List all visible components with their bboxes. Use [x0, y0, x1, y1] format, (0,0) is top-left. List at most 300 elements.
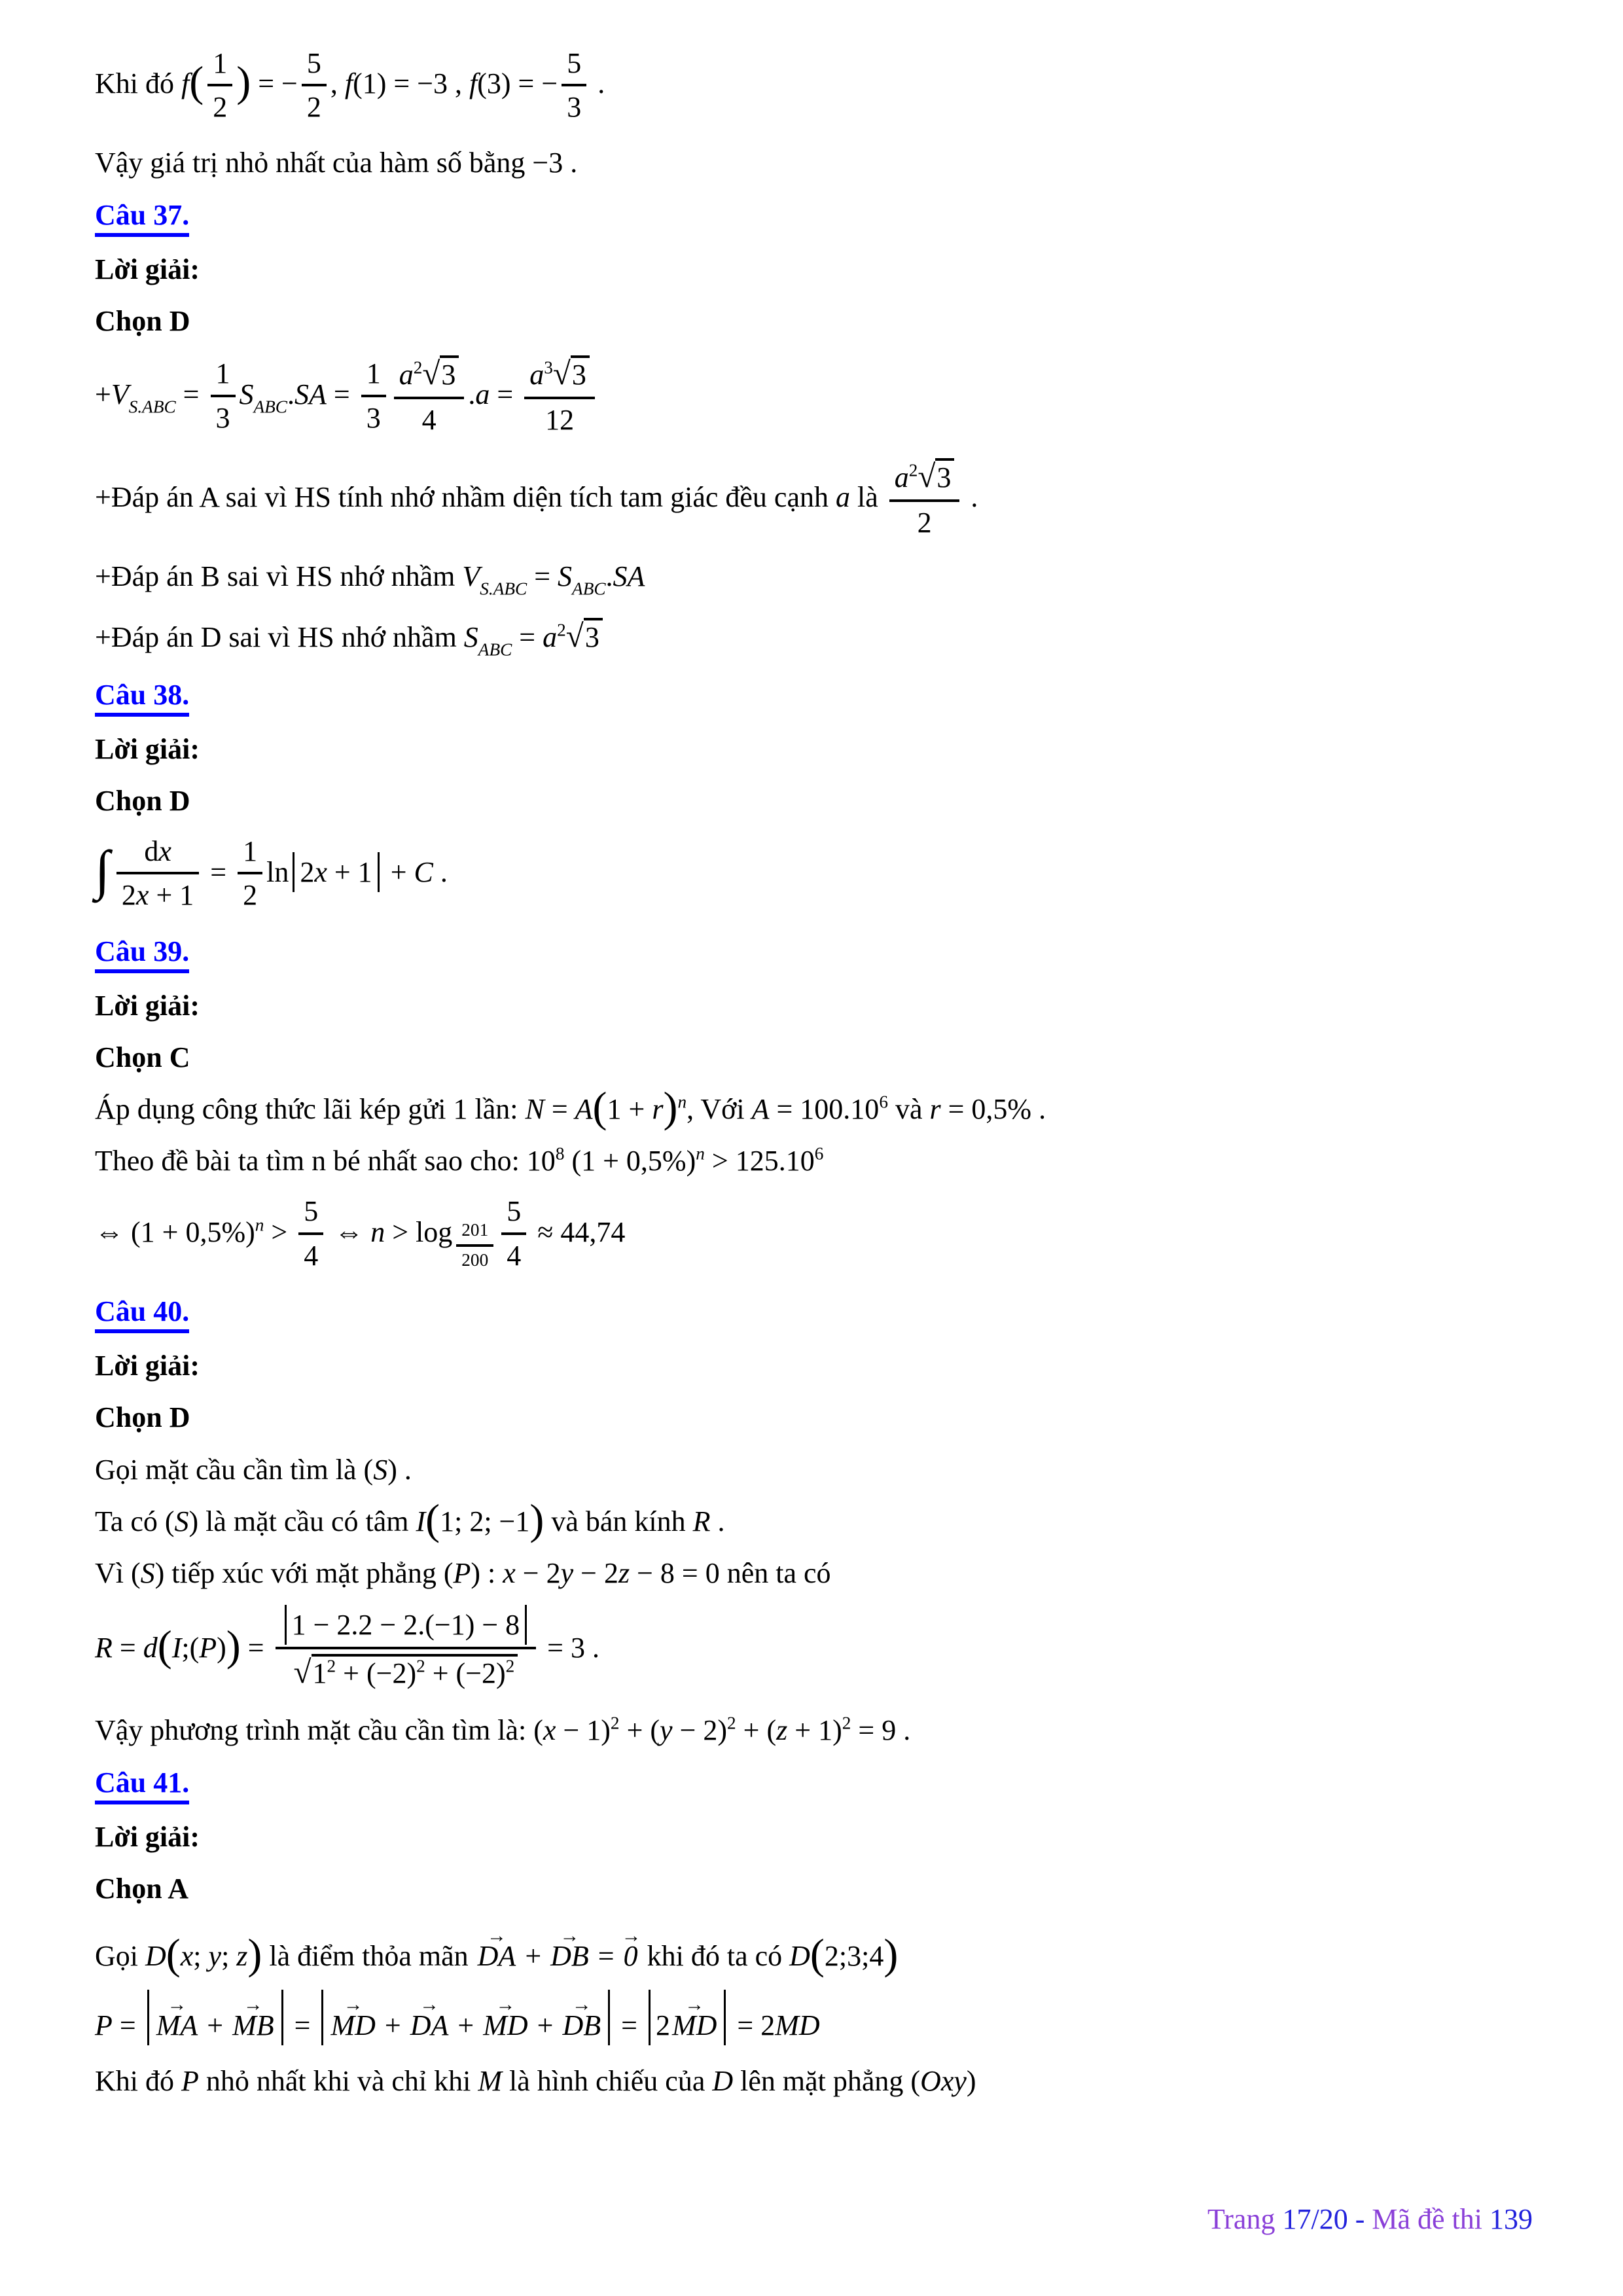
- compound-interest-line: [95, 1083, 1538, 1132]
- vector: MD →: [670, 2007, 719, 2044]
- chon-d-label-40: [95, 1399, 1538, 1436]
- find-n-line: [95, 1142, 1538, 1179]
- chon-c-label-39: [95, 1039, 1538, 1076]
- text-run: − 1): [556, 1714, 611, 1747]
- superscript: 2: [727, 1713, 736, 1734]
- square-root: √3: [422, 353, 459, 395]
- math-var: y: [560, 1556, 574, 1589]
- square-root: [293, 1651, 518, 1693]
- sphere-equation-line: [95, 1712, 1538, 1749]
- text-run: + (: [736, 1714, 777, 1747]
- text-run: + 1): [787, 1714, 842, 1747]
- text-run: Áp dụng công thức lãi kép gửi 1 lần:: [95, 1093, 526, 1126]
- text-run: − 8 = 0 nên ta có: [630, 1556, 831, 1589]
- point-d-line-text: [95, 1930, 899, 1979]
- text-run: + (−2): [336, 1657, 417, 1690]
- math-var: V: [462, 560, 480, 592]
- chon-d-label-37-text: [95, 305, 190, 337]
- chon-d-label-40-text: [95, 1401, 190, 1433]
- absolute-value: [147, 1990, 283, 2045]
- superscript: [696, 1144, 705, 1164]
- text-run: Câu 37.: [95, 198, 190, 231]
- big-paren: ): [663, 1083, 678, 1132]
- math-var: ABC: [478, 639, 512, 660]
- text-run: +: [200, 2009, 231, 2041]
- denominator: 3: [215, 401, 230, 434]
- text-run: Khi đó: [95, 2064, 181, 2097]
- math-var: A: [575, 1093, 593, 1126]
- fraction: [211, 355, 236, 436]
- math-var: A: [751, 1093, 770, 1126]
- text-run: (3) = −: [477, 67, 558, 100]
- subscript: [452, 1220, 497, 1270]
- denominator: 3: [366, 401, 381, 434]
- vector: MB →: [230, 2007, 276, 2044]
- fraction: [889, 456, 960, 541]
- text-run: > log: [385, 1215, 453, 1248]
- text-run: ): [966, 2064, 976, 2097]
- integral-sign-icon: ∫: [95, 840, 110, 901]
- numerator: 5: [298, 1193, 323, 1234]
- text-run: +: [95, 378, 111, 410]
- text-run: (1 + 0,5%): [564, 1145, 696, 1177]
- math-var: z: [776, 1714, 788, 1747]
- text-run: Câu 40.: [95, 1295, 190, 1328]
- fraction: [238, 833, 262, 914]
- math-var: r: [929, 1093, 941, 1126]
- text-run: = 2: [730, 2009, 776, 2041]
- question-41-heading[interactable]: [95, 1764, 1538, 1801]
- text-run: ;(: [181, 1631, 200, 1664]
- math-var: M: [478, 2064, 503, 2097]
- sphere-intro-line: [95, 1451, 1538, 1488]
- denominator: 2: [213, 91, 228, 123]
- radical-sign-icon: √: [918, 458, 936, 495]
- text-run: = 100.10: [769, 1093, 880, 1126]
- denominator: 12: [545, 404, 575, 436]
- text-run: = 3 .: [540, 1631, 599, 1664]
- radical-sign-icon: √: [293, 1654, 312, 1691]
- loi-giai-label-40-text: [95, 1350, 200, 1382]
- subscript: [254, 397, 288, 416]
- text-run: =: [203, 855, 234, 888]
- loi-giai-label-39: [95, 987, 1538, 1024]
- text-run: 2: [655, 2009, 670, 2041]
- dap-an-b-note-text: [95, 560, 645, 599]
- sphere-center-line-text: [95, 1496, 725, 1544]
- subscript: [478, 639, 512, 659]
- text-run: Chọn D: [95, 304, 190, 337]
- superscript: 2: [416, 1656, 425, 1676]
- superscript: 2: [842, 1713, 851, 1734]
- text-run: +: [377, 2009, 408, 2041]
- question-37-heading[interactable]: [95, 196, 1538, 234]
- text-run: Vậy phương trình mặt cầu cần tìm là: (: [95, 1714, 543, 1747]
- question-40-heading-text: [95, 1295, 189, 1333]
- radical-sign-icon: √: [552, 355, 571, 391]
- radical-sign-icon: √: [565, 617, 584, 654]
- text-run: + (: [619, 1714, 660, 1747]
- min-value-conclusion: [95, 144, 1538, 181]
- superscript: 2: [908, 460, 918, 480]
- text-run: Lời giải:: [95, 253, 200, 285]
- text-run: Chọn D: [95, 1401, 190, 1434]
- loi-giai-label-39-text: [95, 990, 200, 1022]
- loi-giai-label-41-text: [95, 1821, 200, 1853]
- denominator: 4: [507, 1239, 522, 1272]
- text-run: ) là mặt cầu có tâm: [188, 1505, 416, 1537]
- text-run: và: [887, 1093, 930, 1126]
- math-var: a: [543, 620, 558, 653]
- text-run: Câu 38.: [95, 678, 190, 711]
- math-var: D: [145, 1940, 166, 1973]
- text-run: = 0,5% .: [940, 1093, 1046, 1126]
- radius-formula-text: [95, 1608, 599, 1691]
- projection-line: [95, 2062, 1538, 2100]
- math-var: a: [475, 378, 490, 410]
- loi-giai-label-40: [95, 1347, 1538, 1384]
- absolute-value: [285, 1605, 527, 1645]
- math-var: f: [469, 67, 478, 100]
- math-var: S: [463, 620, 478, 653]
- text-run: ;: [221, 1940, 237, 1973]
- chon-c-label-39-text: [95, 1041, 190, 1073]
- math-var: x: [543, 1714, 556, 1747]
- fraction: [276, 1605, 537, 1693]
- text-run: +: [450, 2009, 482, 2041]
- math-var: ABC: [572, 579, 606, 599]
- text-run: ;: [193, 1940, 209, 1973]
- math-var: x: [135, 879, 149, 912]
- text-run: Ta có (: [95, 1505, 175, 1537]
- question-41-heading-text: [95, 1767, 189, 1804]
- text-run: Theo đề bài ta tìm n bé nhất sao cho: 10: [95, 1145, 556, 1177]
- fraction: [524, 353, 595, 439]
- math-var: x: [314, 855, 327, 888]
- vector: DB →: [548, 1937, 591, 1975]
- big-paren: (: [592, 1083, 607, 1132]
- superscript: 3: [544, 357, 553, 378]
- text-run: ,: [330, 67, 345, 100]
- numerator: 5: [501, 1193, 526, 1234]
- khi-do-values-line: [95, 46, 1538, 127]
- text-run: Câu 39.: [95, 935, 190, 967]
- big-paren: (: [810, 1930, 825, 1979]
- math-var: a: [529, 358, 544, 391]
- math-var: C: [414, 855, 433, 888]
- text-run: =: [175, 378, 207, 410]
- denominator: [276, 1649, 537, 1693]
- radius-formula: [95, 1606, 1538, 1695]
- text-run: .: [710, 1505, 725, 1537]
- text-run: =: [287, 2009, 318, 2041]
- text-run: +: [383, 855, 414, 888]
- math-var: S.ABC: [480, 579, 527, 599]
- superscript: 2: [557, 620, 566, 640]
- sphere-equation-line-text: [95, 1714, 910, 1746]
- projection-line-text: [95, 2065, 976, 2097]
- text-run: ) tiếp xúc với mặt phẳng (: [154, 1556, 454, 1589]
- denominator: 200: [461, 1249, 489, 1270]
- math-var: f: [181, 67, 190, 100]
- text-run: >: [264, 1215, 295, 1248]
- p-formula-text: [95, 2009, 820, 2041]
- math-var: MD: [775, 2009, 820, 2041]
- numerator: 201: [456, 1219, 493, 1246]
- numerator: [524, 353, 595, 399]
- numerator: [889, 456, 960, 502]
- text-run: .: [590, 67, 605, 100]
- dap-an-a-note: [95, 457, 1538, 543]
- text-run: ) :: [471, 1556, 503, 1589]
- math-var: a: [399, 358, 414, 391]
- math-var: d: [143, 1631, 158, 1664]
- text-run: Vì (: [95, 1556, 141, 1589]
- text-run: nhỏ nhất khi và chỉ khi: [198, 2064, 478, 2097]
- math-var: R: [692, 1505, 711, 1537]
- superscript: [677, 1092, 687, 1112]
- question-38-heading[interactable]: [95, 676, 1538, 713]
- big-paren: (: [166, 1930, 181, 1979]
- denominator: 4: [421, 404, 437, 436]
- text-run: Chọn A: [95, 1872, 189, 1905]
- vector: MA →: [154, 2007, 200, 2044]
- fraction: [116, 833, 199, 914]
- loi-giai-label-38: [95, 730, 1538, 768]
- sphere-center-line: [95, 1496, 1538, 1544]
- fraction: [298, 1193, 323, 1274]
- question-40-heading[interactable]: [95, 1293, 1538, 1330]
- big-paren: (: [425, 1496, 440, 1544]
- text-run: +Đáp án B sai vì HS nhớ nhầm: [95, 560, 463, 592]
- inequality-line: [95, 1194, 1538, 1276]
- denominator: 2: [306, 91, 321, 123]
- numerator: 5: [302, 45, 327, 86]
- solution-document: [95, 42, 1538, 2114]
- text-run: Khi đó: [95, 67, 181, 100]
- math-var: S: [140, 1556, 155, 1589]
- math-var: x: [158, 835, 171, 868]
- big-paren: ): [226, 1622, 241, 1670]
- dap-an-d-note: [95, 615, 1538, 662]
- math-var: R: [95, 1631, 113, 1664]
- text-run: .: [433, 855, 448, 888]
- sphere-intro-line-text: [95, 1454, 412, 1486]
- math-var: x: [180, 1940, 194, 1973]
- math-var: N: [525, 1093, 544, 1126]
- text-run: và bán kính: [544, 1505, 693, 1537]
- math-var: S: [174, 1505, 189, 1537]
- math-var: n: [370, 1215, 385, 1248]
- math-var: Oxy: [920, 2064, 967, 2097]
- math-var: P: [181, 2064, 199, 2097]
- text-run: 1; 2; −1: [440, 1505, 530, 1537]
- text-run: (1) = −3 ,: [353, 67, 470, 100]
- square-root: √3: [566, 615, 603, 657]
- big-paren: ): [529, 1496, 544, 1544]
- integral-formula-text: [95, 835, 448, 912]
- text-run: ⇔: [327, 1215, 371, 1248]
- superscript: 2: [610, 1713, 620, 1734]
- tangent-plane-line-text: [95, 1557, 831, 1589]
- fraction: [501, 1193, 526, 1274]
- text-run: , Với: [687, 1093, 752, 1126]
- denominator: 4: [304, 1239, 319, 1272]
- numerator: 1: [207, 45, 232, 86]
- absolute-value: [293, 852, 379, 892]
- math-var: P: [199, 1631, 217, 1664]
- math-var: S: [373, 1453, 388, 1486]
- compound-interest-line-text: [95, 1083, 1046, 1132]
- text-run: + (−2): [425, 1657, 506, 1690]
- vector: 0 →: [622, 1937, 640, 1975]
- text-run: .: [287, 378, 294, 410]
- loi-giai-label-38-text: [95, 733, 200, 765]
- text-run: là: [849, 481, 885, 514]
- superscript: 6: [879, 1092, 888, 1112]
- integral-formula: [95, 834, 1538, 915]
- text-run: .: [963, 481, 978, 514]
- text-run: 1 +: [607, 1093, 652, 1126]
- math-var: y: [660, 1714, 673, 1747]
- numerator: 5: [562, 45, 586, 86]
- denominator: [116, 874, 199, 914]
- text-run: =: [614, 2009, 645, 2041]
- text-run: =: [544, 1093, 575, 1126]
- text-run: =: [527, 560, 558, 592]
- page-footer: [1207, 2202, 1533, 2236]
- text-run: =: [112, 1631, 143, 1664]
- math-var: n: [696, 1144, 705, 1164]
- math-var: P: [95, 2009, 113, 2041]
- big-paren: (: [189, 58, 204, 106]
- math-var: S.ABC: [128, 397, 176, 417]
- fraction: [562, 45, 586, 126]
- text-run: .: [468, 378, 476, 410]
- math-var: SA: [294, 378, 327, 410]
- numerator: 1: [238, 833, 262, 874]
- vector: DB →: [560, 2007, 603, 2044]
- footer-part-1: 17/20 -: [1282, 2203, 1372, 2235]
- absolute-value: [321, 1990, 610, 2045]
- text-run: ): [217, 1631, 226, 1664]
- text-run: 2: [300, 855, 315, 888]
- chon-a-label-41-text: [95, 1873, 188, 1905]
- text-run: =: [490, 378, 521, 410]
- text-run: Chọn C: [95, 1041, 190, 1074]
- superscript: 2: [505, 1656, 515, 1676]
- text-run: ln: [266, 855, 289, 888]
- volume-formula-text: [95, 355, 599, 436]
- text-run: − 2): [672, 1714, 728, 1747]
- fraction: [394, 353, 465, 439]
- text-run: là điểm thỏa mãn: [262, 1940, 476, 1973]
- min-value-conclusion-text: [95, 147, 577, 179]
- fraction: [456, 1219, 493, 1272]
- superscript: 6: [814, 1144, 824, 1164]
- math-var: f: [344, 67, 353, 100]
- khi-do-values-line-text: [95, 46, 605, 123]
- math-var: x: [503, 1556, 516, 1589]
- radical-sign-icon: √: [422, 355, 440, 391]
- question-39-heading[interactable]: [95, 933, 1538, 970]
- text-run: =: [590, 1940, 622, 1973]
- text-run: là hình chiếu của: [502, 2064, 713, 2097]
- math-var: SA: [613, 560, 645, 592]
- math-var: P: [453, 1556, 471, 1589]
- text-run: d: [144, 835, 159, 868]
- text-run: Chọn D: [95, 785, 190, 817]
- superscript: 2: [327, 1656, 336, 1676]
- footer-part-3: 139: [1489, 2203, 1533, 2235]
- math-var: n: [255, 1215, 264, 1235]
- vector: DA →: [476, 1937, 518, 1975]
- denominator: 3: [567, 91, 582, 123]
- square-root: √3: [553, 353, 590, 395]
- square-root: √3: [918, 456, 954, 497]
- denominator: 2: [243, 879, 258, 912]
- text-run: Lời giải:: [95, 1350, 200, 1382]
- numerator: 1: [211, 355, 236, 397]
- math-var: r: [652, 1093, 664, 1126]
- vector: DA →: [408, 2007, 451, 2044]
- chon-a-label-41: [95, 1870, 1538, 1907]
- text-run: Lời giải:: [95, 1820, 200, 1853]
- text-run: = 9 .: [851, 1714, 911, 1747]
- vector: MD →: [329, 2007, 377, 2044]
- footer-part-2: Mã đề thi: [1372, 2203, 1489, 2235]
- subscript: [480, 579, 527, 598]
- text-run: +: [529, 2009, 561, 2041]
- text-run: =: [512, 620, 543, 653]
- fraction: [302, 45, 327, 126]
- footer-part-0: Trang: [1207, 2203, 1283, 2235]
- question-39-heading-text: [95, 935, 189, 973]
- superscript: 2: [413, 357, 423, 378]
- volume-formula: [95, 354, 1538, 440]
- denominator: 2: [917, 507, 932, 539]
- math-var: D: [789, 1940, 810, 1973]
- fraction: [361, 355, 386, 436]
- fraction: [207, 45, 232, 126]
- text-run: 1 − 2.2 − 2.(−1) − 8: [291, 1608, 520, 1641]
- numerator: [116, 833, 199, 874]
- text-run: Câu 41.: [95, 1766, 190, 1799]
- text-run: 2;3;4: [824, 1940, 884, 1973]
- inequality-line-text: [95, 1195, 626, 1272]
- math-var: a: [894, 461, 909, 494]
- question-37-heading-text: [95, 199, 189, 237]
- dap-an-d-note-text: [95, 617, 603, 660]
- math-var: D: [712, 2064, 734, 2097]
- numerator: [394, 353, 465, 399]
- big-paren: ): [247, 1930, 262, 1979]
- text-run: + 1: [327, 855, 372, 888]
- math-var: S: [558, 560, 573, 592]
- text-run: +: [518, 1940, 549, 1973]
- math-var: S: [239, 378, 254, 410]
- text-run: ⇔ (1 + 0,5%): [95, 1215, 255, 1248]
- text-run: Lời giải:: [95, 732, 200, 765]
- text-run: lên mặt phẳng (: [733, 2064, 921, 2097]
- math-var: a: [835, 481, 850, 514]
- math-var: z: [618, 1556, 630, 1589]
- math-var: I: [416, 1505, 426, 1537]
- loi-giai-label-37-text: [95, 253, 200, 285]
- big-paren: ): [236, 58, 251, 106]
- text-run: − 2: [515, 1556, 561, 1589]
- p-formula: [95, 1990, 1538, 2045]
